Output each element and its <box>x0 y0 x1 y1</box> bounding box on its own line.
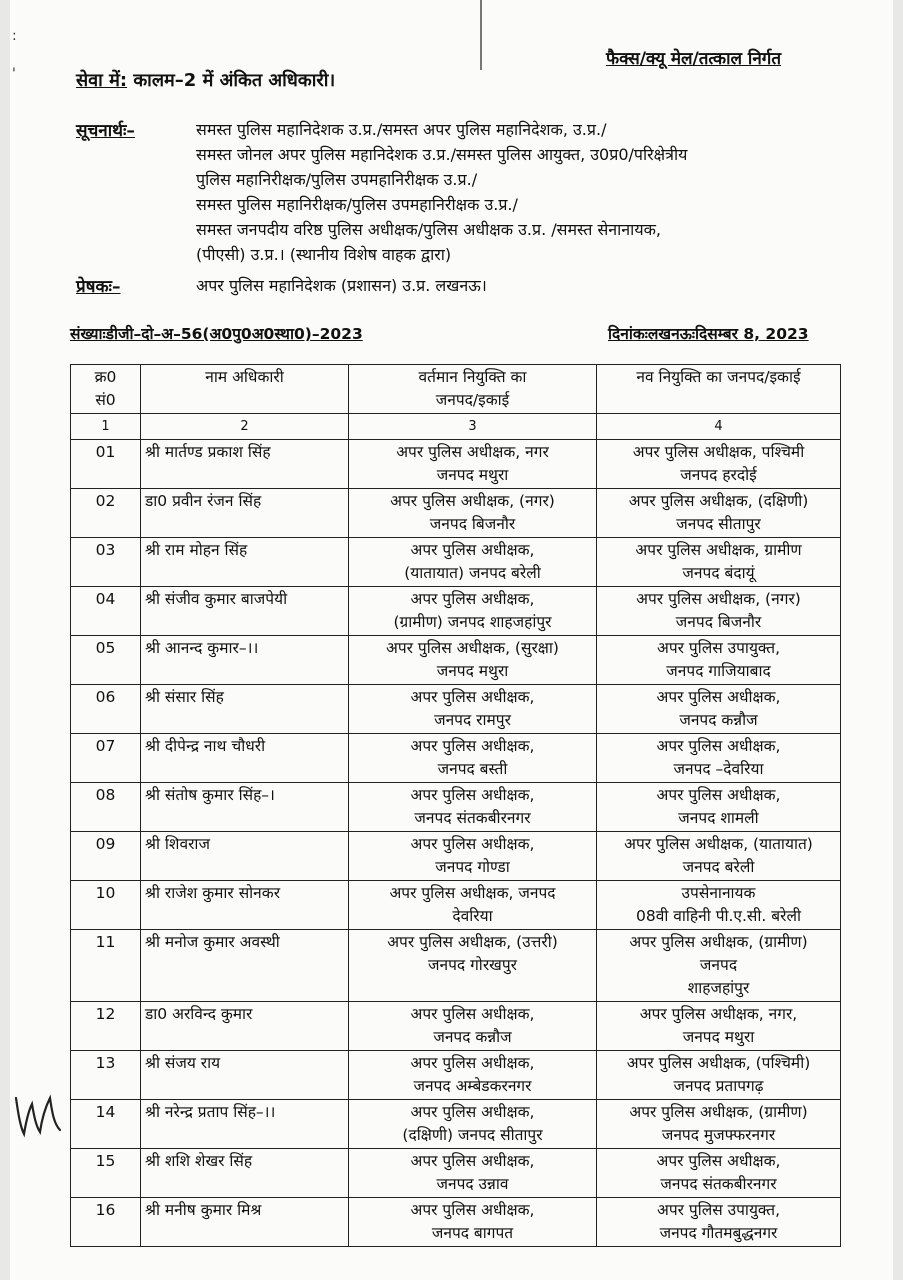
new-posting-cell: अपर पुलिस अधीक्षक, पश्चिमी जनपद हरदोई <box>597 440 841 489</box>
table-row <box>71 1051 841 1100</box>
officer-name-cell: श्री आनन्द कुमार–।। <box>141 636 349 685</box>
order-date: दिनांकःलखनऊःदिसम्बर 8, 2023 <box>608 325 809 343</box>
serial-cell: 08 <box>71 783 141 832</box>
seva-prefix: सेवा में: <box>76 70 128 91</box>
serial-cell: 06 <box>71 685 141 734</box>
serial-cell: 04 <box>71 587 141 636</box>
column-number: 2 <box>141 414 349 440</box>
current-posting-cell: अपर पुलिस अधीक्षक, जनपद देवरिया <box>349 881 597 930</box>
officer-name-cell: श्री दीपेन्द्र नाथ चौधरी <box>141 734 349 783</box>
serial-cell: 12 <box>71 1002 141 1051</box>
header-serial: क्र0 सं0 <box>71 365 141 414</box>
current-posting-cell: अपर पुलिस अधीक्षक, नगर जनपद मथुरा <box>349 440 597 489</box>
column-number: 1 <box>71 414 141 440</box>
officer-name-cell: डा0 अरविन्द कुमार <box>141 1002 349 1051</box>
new-posting-cell: अपर पुलिस अधीक्षक, जनपद शामली <box>597 783 841 832</box>
table-row <box>71 587 841 636</box>
new-posting-cell: अपर पुलिस उपायुक्त, जनपद गाजियाबाद <box>597 636 841 685</box>
current-posting-cell: अपर पुलिस अधीक्षक, (ग्रामीण) जनपद शाहजहांपुर <box>349 587 597 636</box>
column-number: 3 <box>349 414 597 440</box>
new-posting-cell: अपर पुलिस अधीक्षक, जनपद संतकबीरनगर <box>597 1149 841 1198</box>
serial-cell: 01 <box>71 440 141 489</box>
current-posting-cell: अपर पुलिस अधीक्षक, जनपद बस्ती <box>349 734 597 783</box>
suchanarth-line: (पीएसी) उ.प्र.। (स्थानीय विशेष वाहक द्वारा) <box>196 245 452 264</box>
handwritten-signature <box>10 1082 70 1142</box>
column-number-row <box>71 414 841 440</box>
preshak-label: प्रेषकः– <box>76 277 121 297</box>
new-posting-cell: अपर पुलिस अधीक्षक, जनपद –देवरिया <box>597 734 841 783</box>
officer-name-cell: श्री मनोज कुमार अवस्थी <box>141 930 349 1002</box>
header-new-posting: नव नियुक्ति का जनपद/इकाई <box>597 365 841 414</box>
serial-cell: 03 <box>71 538 141 587</box>
new-posting-cell: अपर पुलिस अधीक्षक, (नगर) जनपद बिजनौर <box>597 587 841 636</box>
serial-cell: 02 <box>71 489 141 538</box>
new-posting-cell: उपसेनानायक 08वी वाहिनी पी.ए.सी. बरेली <box>597 881 841 930</box>
officer-name-cell: श्री संतोष कुमार सिंह–। <box>141 783 349 832</box>
fax-line: फैक्स/क्यू मेल/तत्काल निर्गत <box>606 49 782 69</box>
new-posting-cell: अपर पुलिस अधीक्षक, (दक्षिणी) जनपद सीतापुर <box>597 489 841 538</box>
suchanarth-label: सूचनार्थः– <box>76 121 135 141</box>
margin-mark: : <box>12 28 17 44</box>
serial-cell: 05 <box>71 636 141 685</box>
officer-name-cell: श्री संसार सिंह <box>141 685 349 734</box>
table-header-row <box>71 365 841 414</box>
officer-name-cell: श्री मनीष कुमार मिश्र <box>141 1198 349 1247</box>
table-body <box>71 440 841 1247</box>
officer-name-cell: श्री राजेश कुमार सोनकर <box>141 881 349 930</box>
table-row <box>71 881 841 930</box>
document-page <box>10 0 893 1280</box>
column-number: 4 <box>597 414 841 440</box>
suchanarth-line: समस्त जनपदीय वरिष्ठ पुलिस अधीक्षक/पुलिस अधीक्षक उ.प्र. /समस्त सेनानायक, <box>196 220 661 239</box>
table-row <box>71 1002 841 1051</box>
preshak-text: अपर पुलिस महानिदेशक (प्रशासन) उ.प्र. लखनऊ। <box>196 276 487 295</box>
seva-line <box>76 68 335 92</box>
serial-cell: 14 <box>71 1100 141 1149</box>
fold-crease <box>480 0 482 70</box>
current-posting-cell: अपर पुलिस अधीक्षक, जनपद बागपत <box>349 1198 597 1247</box>
current-posting-cell: अपर पुलिस अधीक्षक, (नगर) जनपद बिजनौर <box>349 489 597 538</box>
table-row <box>71 440 841 489</box>
table-row <box>71 783 841 832</box>
current-posting-cell: अपर पुलिस अधीक्षक, जनपद कन्नौज <box>349 1002 597 1051</box>
current-posting-cell: अपर पुलिस अधीक्षक, जनपद रामपुर <box>349 685 597 734</box>
seva-text: कालम–2 में अंकित अधिकारी। <box>127 70 336 91</box>
new-posting-cell: अपर पुलिस अधीक्षक, नगर, जनपद मथुरा <box>597 1002 841 1051</box>
new-posting-cell: अपर पुलिस अधीक्षक, (पश्चिमी) जनपद प्रतापगढ़ <box>597 1051 841 1100</box>
table-row <box>71 930 841 1002</box>
new-posting-cell: अपर पुलिस अधीक्षक, (ग्रामीण) जनपद शाहजहांपुर <box>597 930 841 1002</box>
reference-number: संख्याःडीजी–दो–अ–56(अ0पु0अ0स्था0)–2023 <box>70 325 363 343</box>
current-posting-cell: अपर पुलिस अधीक्षक, जनपद उन्नाव <box>349 1149 597 1198</box>
table-row <box>71 538 841 587</box>
header-current-posting: वर्तमान नियुक्ति का जनपद/इकाई <box>349 365 597 414</box>
serial-cell: 16 <box>71 1198 141 1247</box>
serial-cell: 13 <box>71 1051 141 1100</box>
table-row <box>71 685 841 734</box>
serial-cell: 15 <box>71 1149 141 1198</box>
current-posting-cell: अपर पुलिस अधीक्षक, (उत्तरी) जनपद गोरखपुर <box>349 930 597 1002</box>
current-posting-cell: अपर पुलिस अधीक्षक, जनपद अम्बेडकरनगर <box>349 1051 597 1100</box>
suchanarth-line: समस्त पुलिस महानिरीक्षक/पुलिस उपमहानिरीक्षक उ.प्र./ <box>196 195 518 214</box>
officer-name-cell: श्री मार्तण्ड प्रकाश सिंह <box>141 440 349 489</box>
table-row <box>71 636 841 685</box>
header-officer-name: नाम अधिकारी <box>141 365 349 414</box>
current-posting-cell: अपर पुलिस अधीक्षक, जनपद गोण्डा <box>349 832 597 881</box>
serial-cell: 07 <box>71 734 141 783</box>
table-row <box>71 1100 841 1149</box>
new-posting-cell: अपर पुलिस अधीक्षक, (ग्रामीण) जनपद मुजफ्फरनगर <box>597 1100 841 1149</box>
new-posting-cell: अपर पुलिस उपायुक्त, जनपद गौतमबुद्धनगर <box>597 1198 841 1247</box>
current-posting-cell: अपर पुलिस अधीक्षक, (दक्षिणी) जनपद सीतापुर <box>349 1100 597 1149</box>
current-posting-cell: अपर पुलिस अधीक्षक, (सुरक्षा) जनपद मथुरा <box>349 636 597 685</box>
current-posting-cell: अपर पुलिस अधीक्षक, (यातायात) जनपद बरेली <box>349 538 597 587</box>
suchanarth-line: पुलिस महानिरीक्षक/पुलिस उपमहानिरीक्षक उ.प्र./ <box>196 170 478 189</box>
current-posting-cell: अपर पुलिस अधीक्षक, जनपद संतकबीरनगर <box>349 783 597 832</box>
table-row <box>71 1149 841 1198</box>
new-posting-cell: अपर पुलिस अधीक्षक, जनपद कन्नौज <box>597 685 841 734</box>
new-posting-cell: अपर पुलिस अधीक्षक, ग्रामीण जनपद बंदायूं <box>597 538 841 587</box>
officer-name-cell: श्री संजय राय <box>141 1051 349 1100</box>
officer-name-cell: श्री संजीव कुमार बाजपेयी <box>141 587 349 636</box>
officer-name-cell: श्री नरेन्द्र प्रताप सिंह–।। <box>141 1100 349 1149</box>
officer-name-cell: डा0 प्रवीन रंजन सिंह <box>141 489 349 538</box>
new-posting-cell: अपर पुलिस अधीक्षक, (यातायात) जनपद बरेली <box>597 832 841 881</box>
officer-name-cell: श्री शिवराज <box>141 832 349 881</box>
table-row <box>71 832 841 881</box>
table-row <box>71 734 841 783</box>
serial-cell: 10 <box>71 881 141 930</box>
transfer-table <box>70 364 841 1247</box>
officer-name-cell: श्री राम मोहन सिंह <box>141 538 349 587</box>
serial-cell: 11 <box>71 930 141 1002</box>
table-row <box>71 1198 841 1247</box>
suchanarth-line: समस्त जोनल अपर पुलिस महानिदेशक उ.प्र./समस्त पुलिस आयुक्त, उ0प्र0/परिक्षेत्रीय <box>196 145 688 164</box>
table-row <box>71 489 841 538</box>
margin-mark: ' <box>12 66 16 82</box>
serial-cell: 09 <box>71 832 141 881</box>
officer-name-cell: श्री शशि शेखर सिंह <box>141 1149 349 1198</box>
suchanarth-line: समस्त पुलिस महानिदेशक उ.प्र./समस्त अपर पुलिस महानिदेशक, उ.प्र./ <box>196 120 607 139</box>
